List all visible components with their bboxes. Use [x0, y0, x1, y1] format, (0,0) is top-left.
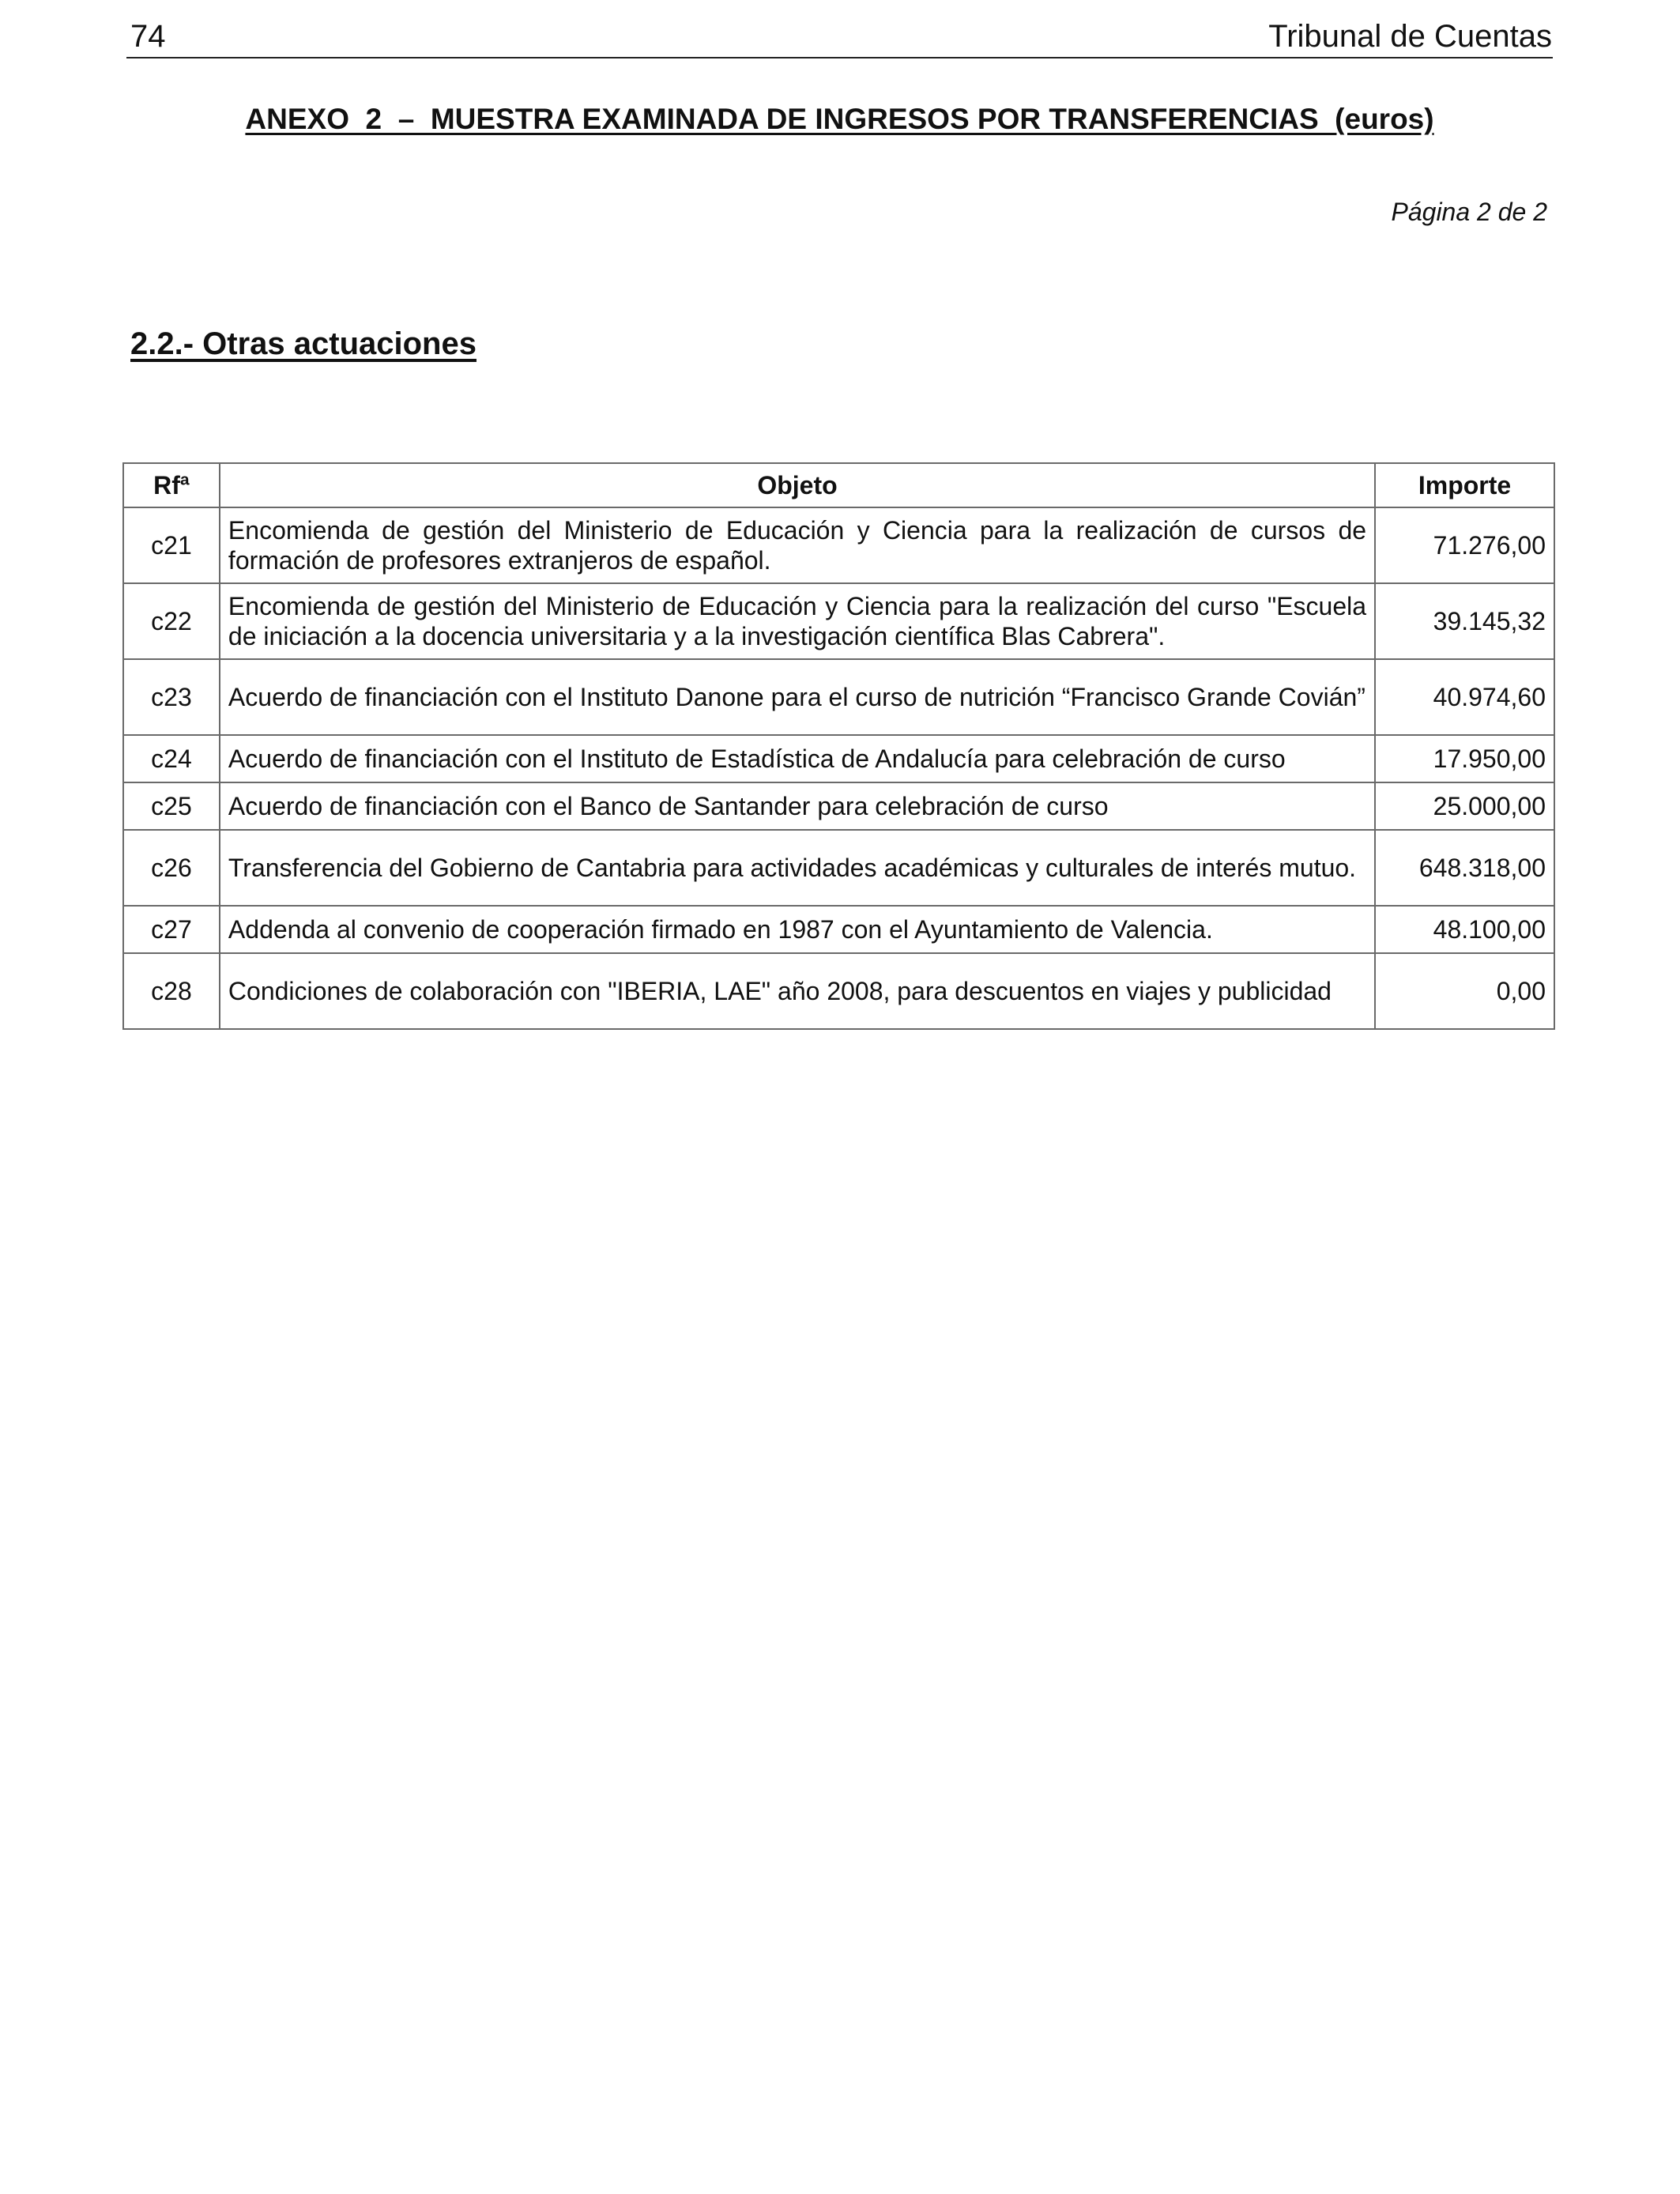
table-row: [123, 782, 1554, 830]
row-ref: c25: [123, 782, 220, 830]
row-ref: c23: [123, 659, 220, 735]
annex-title: ANEXO 2 – MUESTRA EXAMINADA DE INGRESOS POR TRANSFERENCIAS (euros): [245, 103, 1434, 135]
table-row: [123, 906, 1554, 953]
row-ref: c26: [123, 830, 220, 906]
row-ref: c24: [123, 735, 220, 782]
row-object: Acuerdo de financiación con el Instituto Danone para el curso de nutrición “Francisco Grande Covián”: [220, 659, 1375, 735]
row-ref: c27: [123, 906, 220, 953]
table-row: [123, 583, 1554, 659]
row-object: Transferencia del Gobierno de Cantabria para actividades académicas y culturales de interés mutuo.: [220, 830, 1375, 906]
row-amount: 39.145,32: [1375, 583, 1554, 659]
row-ref: c21: [123, 507, 220, 583]
column-header-amount: Importe: [1375, 463, 1554, 507]
table-header-row: [123, 463, 1554, 507]
transfers-table: [122, 462, 1555, 1030]
row-object: Condiciones de colaboración con "IBERIA, LAE" año 2008, para descuentos en viajes y publicidad: [220, 953, 1375, 1029]
header-rule: [126, 57, 1553, 58]
row-object: Acuerdo de financiación con el Banco de Santander para celebración de curso: [220, 782, 1375, 830]
row-amount: 48.100,00: [1375, 906, 1554, 953]
row-object: Encomienda de gestión del Ministerio de Educación y Ciencia para la realización del curso "Escuela de iniciación a la docencia universitaria y a la investigación científica Blas Cabrera".: [220, 583, 1375, 659]
row-amount: 17.950,00: [1375, 735, 1554, 782]
table-row: [123, 507, 1554, 583]
column-header-object: Objeto: [220, 463, 1375, 507]
page-indicator: Página 2 de 2: [1391, 198, 1547, 226]
row-amount: 25.000,00: [1375, 782, 1554, 830]
table-row: [123, 735, 1554, 782]
column-header-ref: Rfª: [123, 463, 220, 507]
section-heading: 2.2.- Otras actuaciones: [130, 326, 477, 361]
table-row: [123, 830, 1554, 906]
running-header-title: Tribunal de Cuentas: [1268, 19, 1552, 54]
row-object: Addenda al convenio de cooperación firmado en 1987 con el Ayuntamiento de Valencia.: [220, 906, 1375, 953]
row-amount: 40.974,60: [1375, 659, 1554, 735]
table-row: [123, 953, 1554, 1029]
row-object: Encomienda de gestión del Ministerio de Educación y Ciencia para la realización de cursos de formación de profesores extranjeros de español.: [220, 507, 1375, 583]
row-ref: c22: [123, 583, 220, 659]
row-amount: 0,00: [1375, 953, 1554, 1029]
table-row: [123, 659, 1554, 735]
row-object: Acuerdo de financiación con el Instituto de Estadística de Andalucía para celebración de curso: [220, 735, 1375, 782]
row-amount: 71.276,00: [1375, 507, 1554, 583]
row-ref: c28: [123, 953, 220, 1029]
row-amount: 648.318,00: [1375, 830, 1554, 906]
page-number: 74: [130, 19, 166, 54]
